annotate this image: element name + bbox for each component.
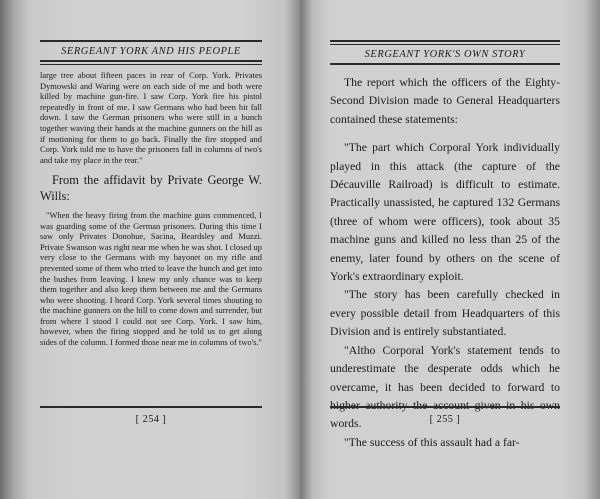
right-paragraph-2: "The part which Corporal York individually played in this attack (the capture of the Décauville Railroad) is difficult to estimate. Practically unassisted, he captured 132 Germans (three of whom were officers), took about 35 machine guns and killed no less than 25 of the enemy, later found by others on the scene of York's extraordinary exploit.: [330, 141, 560, 284]
right-page: [330, 0, 560, 499]
foot-rule: [40, 406, 262, 408]
right-running-title: SERGEANT YORK'S OWN STORY: [364, 49, 526, 60]
right-body: [330, 74, 560, 452]
head-rule: [330, 40, 560, 42]
left-paragraph-3: "When the heavy firing from the machine guns commenced, I was guarding some of the German prisoners. During this time I saw only Privates Donohue, Sacina, Beardsley and Muzzi. Private Swanson was right near me when he was shot. I closed up very close to the Germans with my bayonet on my rifle and prevented some of them who tried to leave the bunch and get into the bushes from leaving. I knew my only chance was to keep them together and also keep them between me and the Germans who were shooting. I heard Corp. York several times shouting to the machine gunners on the hill to come down and surrender, but from where I stood I could not see Corp. York. I saw him, however, when the firing stopped and he told us to get along sides of the column. I formed those near me in columns of two's.": [40, 209, 262, 348]
head-rule-thin: [40, 64, 262, 65]
left-paragraph-2: From the affidavit by Private George W. Wills:: [40, 173, 262, 203]
right-page-number: [ 255 ]: [429, 414, 461, 425]
left-footer: [40, 406, 262, 425]
left-running-head: [40, 40, 262, 65]
right-paragraph-3: "The story has been carefully checked in every possible detail from Headquarters of this Division and is entirely substantiated.: [330, 288, 560, 339]
right-paragraph-4: "Altho Corporal York's statement tends to underestimate the desperate odds which he overcame, it has been decided to forward to higher authority the account given in his own words.: [330, 343, 560, 431]
left-page: [40, 0, 262, 499]
head-rule: [330, 63, 560, 65]
head-rule: [40, 60, 262, 62]
left-running-title: SERGEANT YORK AND HIS PEOPLE: [61, 46, 241, 57]
foot-rule: [330, 406, 560, 408]
right-running-head: [330, 40, 560, 65]
right-footer: [330, 406, 560, 425]
right-paragraph-5: "The success of this assault had a far-: [344, 435, 520, 449]
left-paragraph-1: large tree about fifteen paces in rear of Corp. York. Privates Dymowski and Waring were on each side of me and both were killed by machine gun-fire. I saw Corp. York fire his pistol repeatedly in front of me. I saw Germans who had been hit fall down. I saw the German prisoners who were still in a bunch together waving their hands at the machine gunners on the hill as if motioning for them to go back. Finally the fire stopped and Corp. York told me to have the prisoners fall in columns of two's and take my place in the rear.": [40, 70, 262, 165]
left-page-number: [ 254 ]: [135, 414, 167, 425]
right-paragraph-1: The report which the officers of the Eighty-Second Division made to General Headquarters contained these statements:: [330, 76, 560, 126]
left-body: [40, 70, 262, 348]
